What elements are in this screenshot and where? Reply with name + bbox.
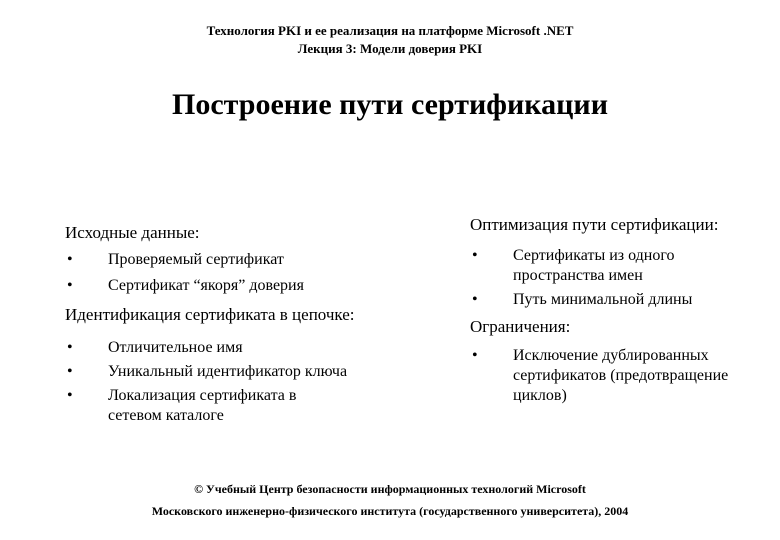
left-column: [65, 222, 405, 426]
bullet-icon: •: [67, 277, 73, 294]
right-column: [470, 214, 770, 406]
section-title-input-data: Исходные данные:: [65, 223, 200, 242]
list-item: [65, 250, 405, 270]
section-title-chain-identification: Идентификация сертификата в цепочке:: [65, 305, 355, 324]
section-title-path-optimization: Оптимизация пути сертификации:: [470, 215, 719, 234]
bullet-icon: •: [472, 291, 478, 308]
list-item-text: Сертификаты из одного пространства имен: [513, 247, 675, 284]
list-item: [470, 246, 770, 286]
list-item-text: Сертификат “якоря” доверия: [108, 277, 304, 294]
bullet-icon: •: [67, 339, 73, 356]
list-item-text: Исключение дублированных сертификатов (предотвращение циклов): [513, 347, 729, 404]
list-item-text: Отличительное имя: [108, 339, 243, 356]
bullet-icon: •: [67, 363, 73, 380]
list-item: [65, 362, 405, 382]
section-title-constraints: Ограничения:: [470, 317, 571, 336]
bullet-icon: •: [67, 387, 73, 404]
chain-identification-list: [65, 338, 405, 426]
course-title: Технология PKI и ее реализация на платформе Microsoft .NET: [206, 23, 574, 38]
path-optimization-list: [470, 246, 770, 310]
list-item-text: Локализация сертификата в сетевом каталоге: [108, 387, 297, 424]
list-item: [65, 276, 405, 296]
constraints-list: [470, 346, 770, 406]
slide-header: [0, 22, 780, 58]
bullet-icon: •: [472, 347, 478, 364]
lecture-title: Лекция 3: Модели доверия PKI: [297, 41, 483, 56]
bullet-icon: •: [67, 251, 73, 268]
list-item: [65, 386, 405, 426]
bullet-icon: •: [472, 247, 478, 264]
input-data-list: [65, 250, 405, 296]
list-item-text: Уникальный идентификатор ключа: [108, 363, 348, 380]
page-title: Построение пути сертификации: [172, 88, 608, 121]
slide-footer: [0, 478, 780, 522]
institution-line: Московского инженерно-физического института (государственного университета), 2004: [151, 504, 629, 518]
list-item: [65, 338, 405, 358]
list-item: [470, 346, 770, 406]
copyright-line: © Учебный Центр безопасности информационных технологий Microsoft: [194, 482, 586, 496]
list-item: [470, 290, 770, 310]
list-item-text: Проверяемый сертификат: [108, 251, 284, 268]
list-item-text: Путь минимальной длины: [513, 291, 693, 308]
